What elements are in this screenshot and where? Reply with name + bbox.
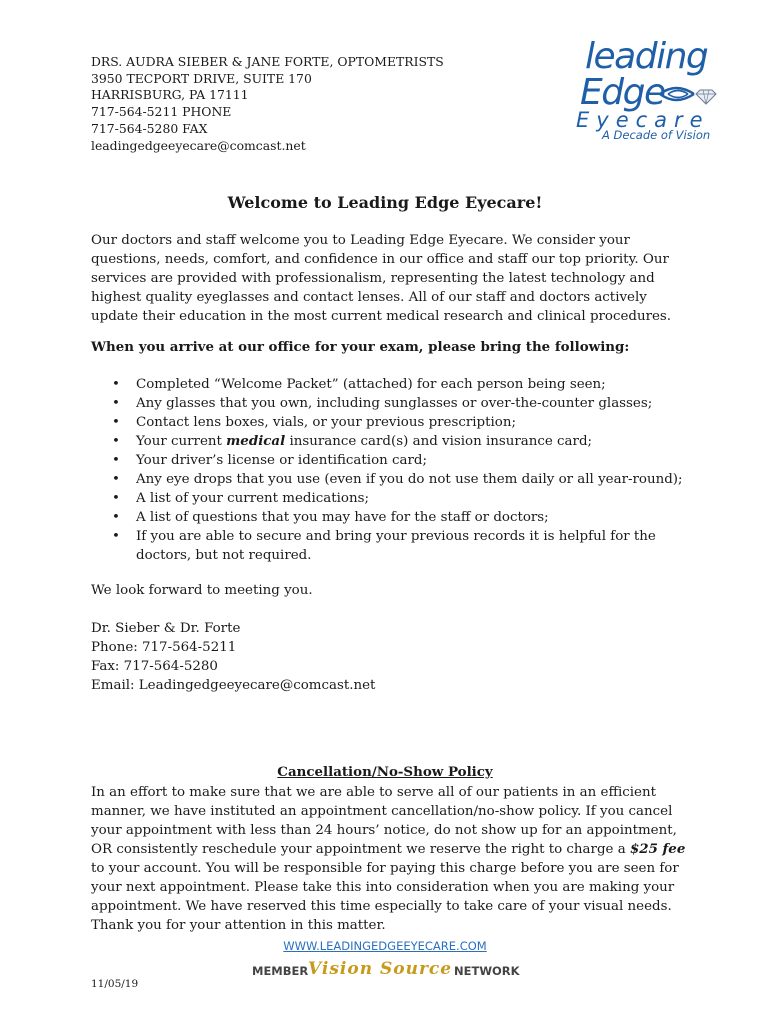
document-date: 11/05/19 [91,978,139,990]
list-item-text: A list of questions that you may have for the staff or doctors; [136,510,549,525]
bullet-icon: • [112,453,120,468]
list-item [91,527,691,565]
list-item [91,432,691,451]
member-prefix: MEMBER [252,964,309,978]
bullet-icon: • [112,415,120,430]
address-line-email: leadingedgeeyecare@comcast.net [91,137,306,153]
list-item [91,375,691,394]
list-item [91,451,691,470]
member-network-line [252,958,532,982]
list-item [91,394,691,413]
bullet-icon: • [112,491,120,506]
list-item-text: Your driver’s license or identification card; [136,453,427,468]
bullet-icon: • [112,529,120,544]
list-item-text: Your current [136,434,227,449]
address-line-doctors: DRS. AUDRA SIEBER & JANE FORTE, OPTOMETRISTS [91,54,444,69]
address-line-city: HARRISBURG, PA 17111 [91,87,249,103]
logo-word-leading: leading [585,36,708,77]
address-line-fax: 717-564-5280 FAX [91,120,208,136]
bring-heading: When you arrive at our office for your exam, please bring the following: [91,339,630,355]
closing-line: We look forward to meeting you. [91,583,313,598]
list-item [91,508,691,527]
list-item-text: Completed “Welcome Packet” (attached) for each person being seen; [136,377,606,392]
leading-edge-logo [560,36,720,146]
list-item [91,470,691,489]
logo-tagline: A Decade of Vision [602,128,711,142]
medical-emphasis: medical [226,433,286,449]
list-item-text: If you are able to secure and bring your previous records it is helpful for the doctors, but not required. [136,529,656,563]
bring-list [91,375,691,565]
bullet-icon: • [112,434,120,449]
list-item-text: A list of your current medications; [136,491,369,506]
address-line-street: 3950 TECPORT DRIVE, SUITE 170 [91,70,312,86]
fee-emphasis: $25 fee [629,841,686,857]
intro-paragraph: Our doctors and staff welcome you to Leading Edge Eyecare. We consider your questions, needs, comfort, and confidence in our office and staff our top priority. Our services are provided with professionalism, representing the latest technology and highest quality eyeglasses and contact lenses. All of our staff and doctors actively update their education in the most current medical research and clinical procedures. [91,233,672,324]
policy-title: Cancellation/No-Show Policy [277,764,493,780]
list-item-text: insurance card(s) and vision insurance card; [285,434,593,449]
logo-word-eyecare: Eyecare [576,108,710,132]
address-line-phone: 717-564-5211 PHONE [91,104,232,120]
signature-names: Dr. Sieber & Dr. Forte [91,621,241,636]
bullet-icon: • [112,396,120,411]
bullet-icon: • [112,472,120,487]
signature-phone: Phone: 717-564-5211 [91,640,237,655]
list-item-text: Any glasses that you own, including sunglasses or over-the-counter glasses; [136,396,653,411]
page-title: Welcome to Leading Edge Eyecare! [227,193,543,212]
member-suffix: NETWORK [454,964,520,978]
policy-text-after: to your account. You will be responsible for paying this charge before you are seen for your next appointment. Please take this into consideration when you are making your appointment. We have reserved this time especially to take care of your visual needs. Thank you for your attention in this matter. [91,861,679,933]
policy-text-before: In an effort to make sure that we are able to serve all of our patients in an efficient manner, we have instituted an appointment cancellation/no-show policy. If you cancel your appointment with less than 24 hours’ notice, do not show up for an appointment, OR consistently reschedule your appointment we reserve the right to charge a [91,785,677,857]
list-item-text: Contact lens boxes, vials, or your previous prescription; [136,415,516,430]
logo-word-edge: Edge [580,72,665,113]
website-link[interactable]: WWW.LEADINGEDGEEYECARE.COM [283,939,487,953]
signature-block [91,619,375,695]
signature-fax: Fax: 717-564-5280 [91,659,218,674]
bullet-icon: • [112,377,120,392]
practice-address-block [91,54,444,154]
policy-paragraph [91,783,691,935]
vision-source-logo: Vision Source [308,959,453,979]
signature-email: Email: Leadingedgeeyecare@comcast.net [91,678,376,693]
list-item [91,489,691,508]
bullet-icon: • [112,510,120,525]
eye-diamond-icon [656,80,720,108]
list-item-text: Any eye drops that you use (even if you do not use them daily or all year-round); [136,472,683,487]
list-item [91,413,691,432]
